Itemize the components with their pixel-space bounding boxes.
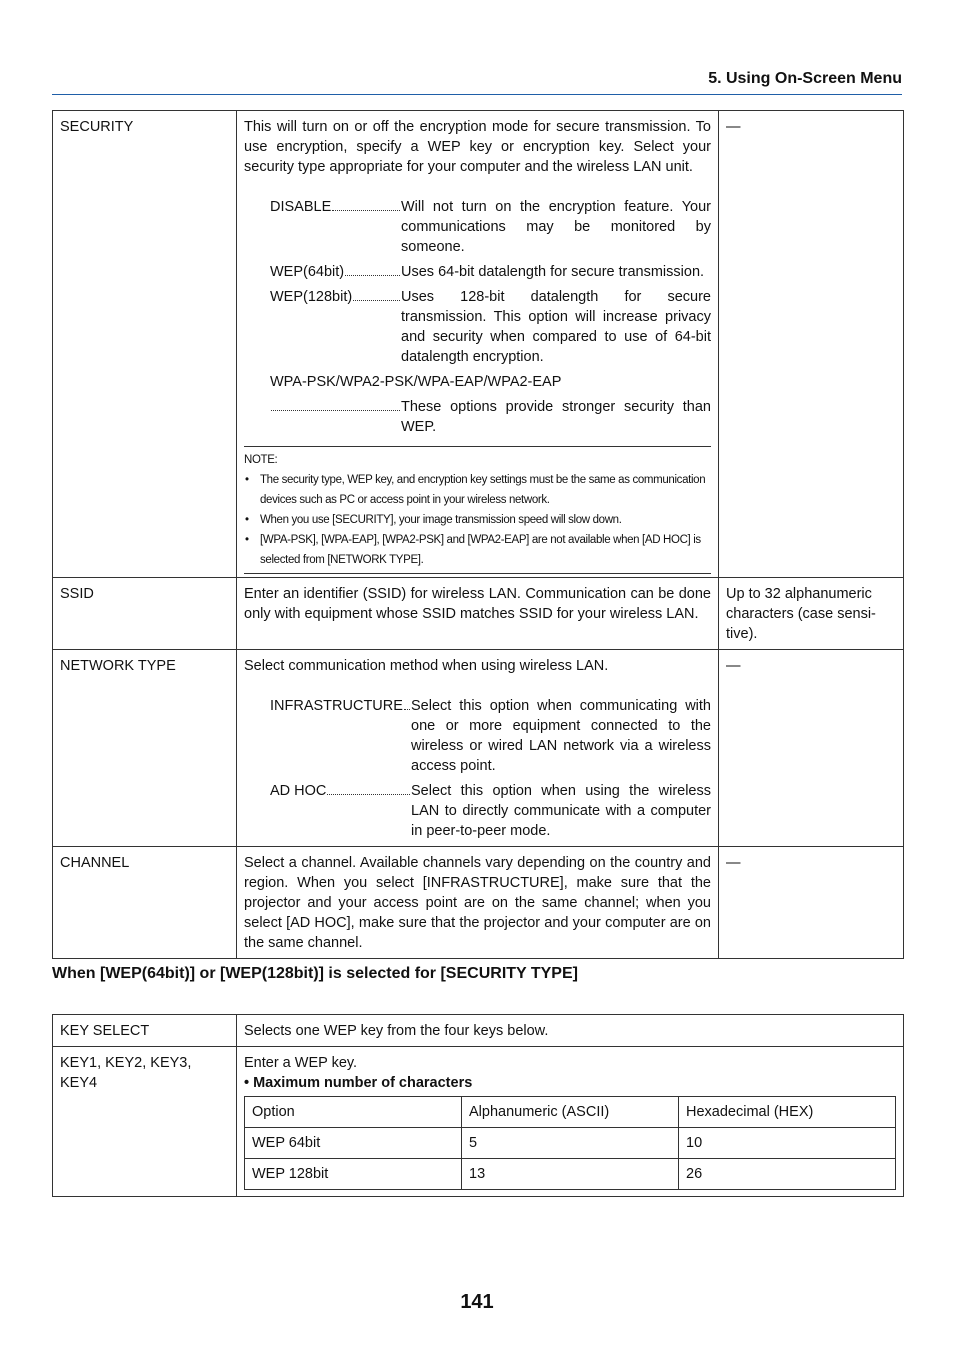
option-desc: Select this option when communicating with one or more equipment connected to the wireless or wired LAN network via a wireless access point. <box>411 698 711 774</box>
setting-remark: Up to 32 alphanumeric characters (case sensi-tive). <box>719 578 904 650</box>
setting-name: KEY1, KEY2, KEY3, KEY4 <box>53 1047 237 1197</box>
option-item <box>270 696 711 776</box>
option-key: AD HOC <box>270 783 327 799</box>
setting-remark: — <box>719 847 904 959</box>
setting-remark: — <box>719 650 904 847</box>
column-header: Option <box>245 1097 462 1128</box>
option-desc: These options provide stronger security than WEP. <box>401 399 711 435</box>
setting-description <box>237 1047 904 1197</box>
settings-table <box>52 110 904 959</box>
table-row-network-type <box>53 650 904 847</box>
table-cell: WEP 64bit <box>245 1128 462 1159</box>
wep-key-table <box>52 1014 904 1197</box>
page-header <box>52 68 902 95</box>
table-row-channel <box>53 847 904 959</box>
setting-description <box>237 111 719 578</box>
table-row-security <box>53 111 904 578</box>
option-item <box>270 262 711 282</box>
note-item: • [WPA-PSK], [WPA-EAP], [WPA2-PSK] and [WPA2-EAP] are not available when [AD HOC] is selected from [NETWORK TYPE]. <box>244 530 711 570</box>
network-type-options <box>270 696 711 841</box>
table-cell: 26 <box>679 1159 896 1190</box>
option-key: WEP(128bit) <box>270 289 353 305</box>
option-item <box>270 287 711 367</box>
max-chars-table <box>244 1096 896 1190</box>
security-note <box>244 446 711 574</box>
setting-description <box>237 650 719 847</box>
table-cell: 5 <box>462 1128 679 1159</box>
security-options <box>270 197 711 437</box>
security-intro: This will turn on or off the encryption mode for secure transmission. To use encryption, specify a WEP key or encryption key. Select your security type appropriate for your computer and the wireless LAN unit. <box>244 119 711 175</box>
section-title: 5. Using On-Screen Menu <box>708 70 902 87</box>
setting-description: Enter an identifier (SSID) for wireless LAN. Communication can be done only with equipment whose SSID matches SSID for your wireless LAN. <box>237 578 719 650</box>
network-type-intro: Select communication method when using wireless LAN. <box>244 658 609 674</box>
setting-description: Select a channel. Available channels vary depending on the country and region. When you select [INFRASTRUCTURE], make sure that the projector and your access point are on the same channel; when you select [AD HOC], make sure that the projector and your computer are on the same channel. <box>237 847 719 959</box>
max-chars-label: • Maximum number of characters <box>244 1075 473 1091</box>
table-cell: 13 <box>462 1159 679 1190</box>
note-item: • When you use [SECURITY], your image transmission speed will slow down. <box>244 510 711 530</box>
page-number: 141 <box>460 1291 494 1313</box>
option-desc: Uses 128-bit datalength for secure transmission. This option will increase privacy and security when compared to use of 64-bit datalength encryption. <box>401 289 711 365</box>
setting-name: NETWORK TYPE <box>53 650 237 847</box>
column-header: Alphanumeric (ASCII) <box>462 1097 679 1128</box>
note-title: NOTE: <box>244 454 278 466</box>
option-desc: Uses 64-bit datalength for secure transmission. <box>401 264 705 280</box>
option-desc: Select this option when using the wireless LAN to directly communicate with a computer in peer-to-peer mode. <box>411 783 711 839</box>
table-row-key-select <box>53 1015 904 1047</box>
table-header-row <box>245 1097 896 1128</box>
table-row <box>245 1159 896 1190</box>
table-row-ssid <box>53 578 904 650</box>
table-cell: WEP 128bit <box>245 1159 462 1190</box>
column-header: Hexadecimal (HEX) <box>679 1097 896 1128</box>
table-cell: 10 <box>679 1128 896 1159</box>
note-item: • The security type, WEP key, and encryption key settings must be the same as communication devices such as PC or access point in your wireless network. <box>244 470 711 510</box>
setting-name: KEY SELECT <box>53 1015 237 1047</box>
table-row-keys <box>53 1047 904 1197</box>
option-item <box>270 781 711 841</box>
wep-section-heading: When [WEP(64bit)] or [WEP(128bit)] is selected for [SECURITY TYPE] <box>52 965 578 982</box>
setting-name: SSID <box>53 578 237 650</box>
setting-name: SECURITY <box>53 111 237 578</box>
option-desc: Will not turn on the encryption feature. Your communications may be monitored by someone. <box>401 199 711 255</box>
option-item <box>270 197 711 257</box>
keys-desc: Enter a WEP key. <box>244 1055 358 1071</box>
option-key-wpa: WPA-PSK/WPA2-PSK/WPA-EAP/WPA2-EAP <box>270 374 562 390</box>
option-key: WEP(64bit) <box>270 264 345 280</box>
table-row <box>245 1128 896 1159</box>
option-key: DISABLE <box>270 199 332 215</box>
setting-remark: — <box>719 111 904 578</box>
setting-name: CHANNEL <box>53 847 237 959</box>
option-item <box>270 397 711 437</box>
option-key: INFRASTRUCTURE <box>270 698 403 714</box>
setting-description: Selects one WEP key from the four keys below. <box>237 1015 904 1047</box>
